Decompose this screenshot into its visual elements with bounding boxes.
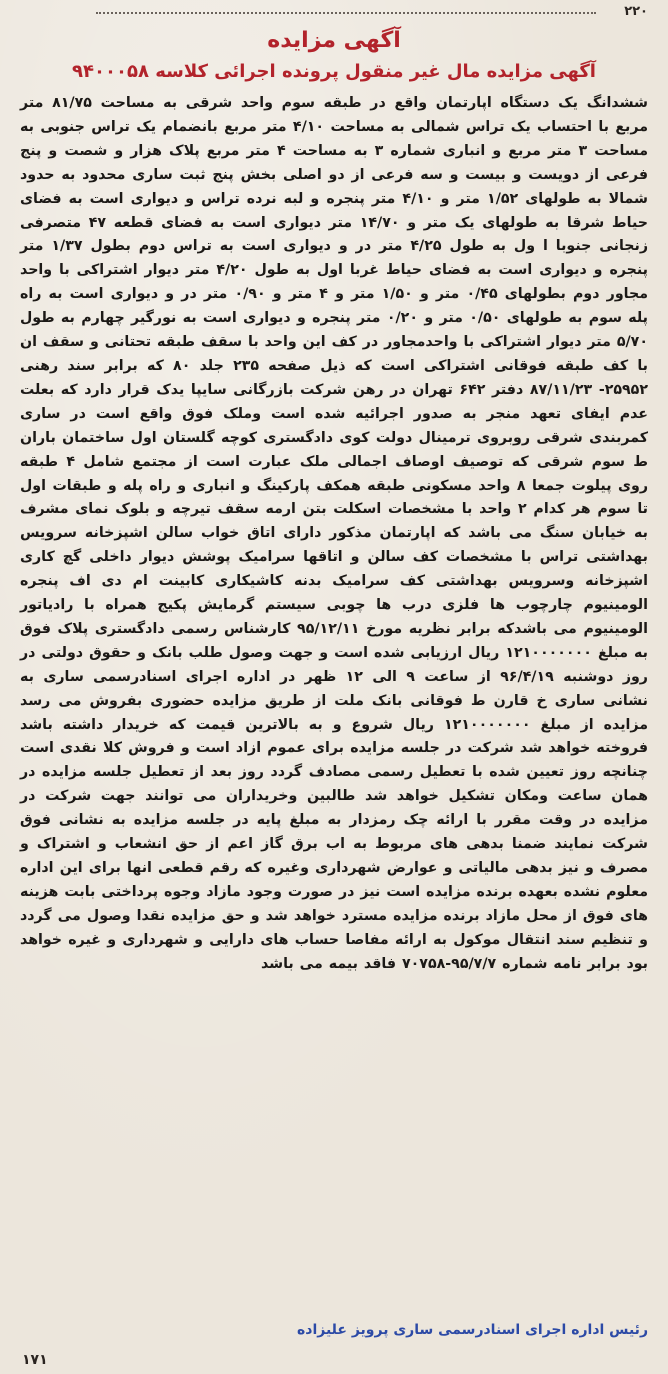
page-number-top: ۲۲۰ xyxy=(624,4,648,19)
notice-signature: رئیس اداره اجرای اسنادرسمی ساری پرویز علیزاده xyxy=(297,1322,648,1338)
page-number-bottom: ۱۷۱ xyxy=(22,1352,48,1368)
notice-subtitle: آگهی مزایده مال غیر منقول پرونده اجرائی کلاسه ۹۴۰۰۰۵۸ xyxy=(72,61,596,82)
notice-title: آگهی مزایده xyxy=(267,28,401,53)
top-dotted-divider xyxy=(96,12,596,14)
notice-body: ششدانگ یک دستگاه اپارتمان واقع در طبقه سوم واحد شرقی به مساحت ۸۱/۷۵ متر مربع با احتساب یک تراس شمالی به مساحت ۴/۱۰ متر مربع بانضمام یک تراس جنوبی به مساحت ۳ متر مربع و انباری شماره ۳ به مساحت ۴ متر مربع پلاک هزار و شصت و پنج فرعی از دویست و بیست و سه فرعی از دو اصلی بخش پنج ثبت ساری محدود به حدود شمالا به طولهای ۱/۵۲ متر و ۴/۱۰ متر پنجره و لبه نرده تراس و دیواری است به فضای حیاط شرقا به طولهای یک متر و ۱۴/۷۰ متر دیواری است به فضای قطعه ۴۷ متصرفی زنجانی جنوبا ا ول به طول ۴/۲۵ متر در و دیواری است به تراس دوم بطول ۱/۳۷ متر پنجره و دیواری است به فضای حیاط غربا اول به طول ۴/۲۰ متر دیوار اشتراکی با واحد مجاور دوم بطولهای ۰/۴۵ متر و ۱/۵۰ متر و ۴ متر و ۰/۹۰ متر در و دیواری است به راه پله سوم به طولهای ۰/۵۰ متر و ۰/۲۰ متر پنجره و دیواری است به نورگیر چهارم به طول ۵/۷۰ متر دیوار اشتراکی با واحدمجاور در کف این واحد با سقف طبقه تحتانی و سقف ان با کف طبقه فوقانی اشتراکی است که ذیل صفحه ۲۳۵ جلد ۸۰ که برابر سند رهنی ۲۵۹۵۲- ۸۷/۱۱/۲۳ دفتر ۶۴۲ تهران در رهن شرکت بازرگانی سایپا یدک قرار دارد که بعلت عدم ایفای تعهد منجر به صدور اجرائیه شده است وملک فوق واقع است در ساری کمربندی شرقی روبروی ترمینال دولت کوی دادگستری کوچه گلستان اول ساختمان باران ط سوم شرقی که توصیف اوصاف اجمالی ملک عبارت است از مجتمع شامل ۴ طبقه روی پیلوت جمعا ۸ واحد مسکونی طبقه همکف پارکینگ و انباری و راه پله و طبقات اول تا سوم هر کدام ۲ واحد با مشخصات اسکلت بتن ارمه سقف تیرچه و بلوک نمای مشرف به خیابان سنگ می باشد که اپارتمان مذکور دارای اتاق خواب سالن اشپزخانه سرویس بهداشتی تراس با مشخصات کف سالن و اتاقها سرامیک پوشش دیوار داخلی گچ کاری اشپزخانه وسرویس بهداشتی کف سرامیک بدنه کاشیکاری کابینت ام دی اف پنجره الومینیوم چارچوب ها فلزی درب ها چوبی سیستم گرمایش پکیج همراه با رادیاتور الومینیوم می باشدکه برابر نظریه مورخ ۹۵/۱۲/۱۱ کارشناس رسمی دادگستری پلاک فوق به مبلغ ۱۲۱۰۰۰۰۰۰۰ ریال ارزیابی شده است و جهت وصول طلب بانک و حقوق دولتی در روز دوشنبه ۹۶/۴/۱۹ از ساعت ۹ الی ۱۲ ظهر در اداره اجرای اسنادرسمی ساری به نشانی ساری خ قارن ط فوقانی بانک ملت از طریق مزایده حضوری بفروش می رسد مزایده از مبلغ ۱۲۱۰۰۰۰۰۰۰ ریال شروع و به بالاترین قیمت که خریدار داشته باشد فروخته خواهد شد شرکت در جلسه مزایده برای عموم ازاد است و فروش کلا نقدی است چنانچه روز تعیین شده با تعطیل رسمی مصادف گردد روز بعد از تعطیل جلسه مزایده در همان ساعت ومکان تشکیل خواهد شد طالبین وخریداران می توانند جهت شرکت در مزایده در وقت مقرر با ارائه چک رمزدار به مبلغ پایه در جلسه مزایده به نشانی فوق شرکت نمایند ضمنا بدهی های مربوط به اب برق گاز اعم از حق انشعاب و اشتراک و مصرف و نیز بدهی مالیاتی و عوارض شهرداری وغیره که رقم قطعی انها برای این اداره معلوم نشده بعهده برنده مزایده است نیز در صورت وجود مازاد وجوه پرداختی بابت هزینه های فوق از محل مازاد برنده مزایده مسترد خواهد شد و حق مزایده نقدا وصول می گردد و تنظیم سند انتقال موکول به ارائه مفاصا حساب های دارایی و شهرداری و غیره خواهد بود برابر نامه شماره ۹۵/۷/۷-۷۰۷۵۸ فاقد بیمه می باشد xyxy=(20,95,649,972)
